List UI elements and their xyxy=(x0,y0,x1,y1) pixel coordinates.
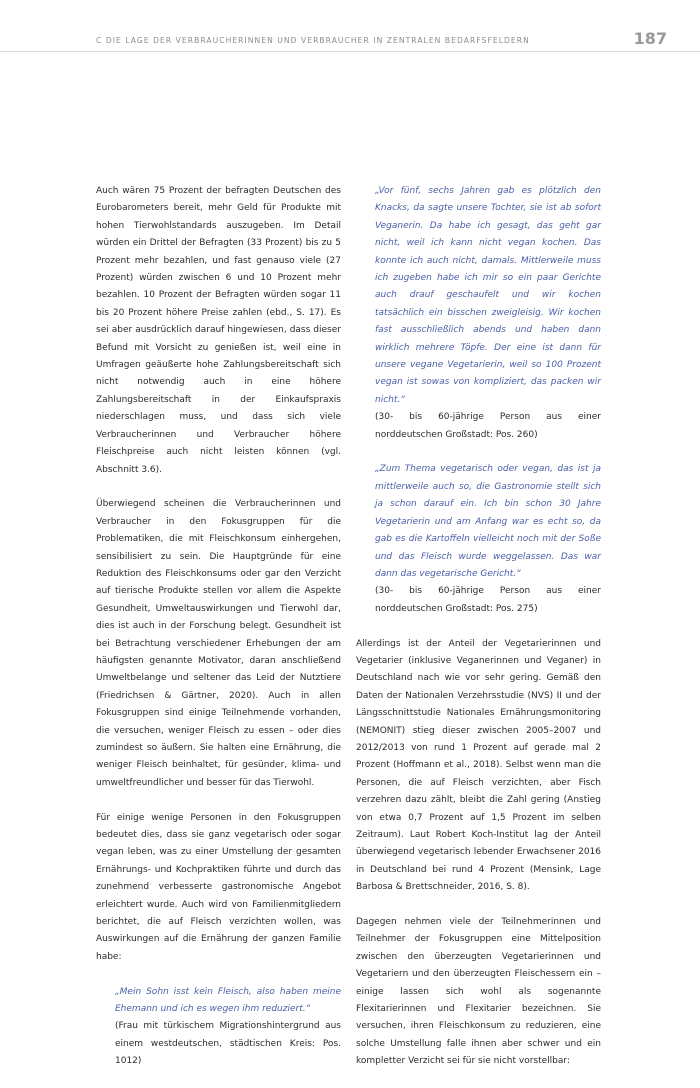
chapter-title: C DIE LAGE DER VERBRAUCHERINNEN UND VERBRAUCHER IN ZENTRALEN BEDARFSFELDERN xyxy=(96,36,530,45)
interview-quote xyxy=(115,984,341,1071)
page-number: 187 xyxy=(633,29,667,48)
left-column xyxy=(96,183,341,1088)
quote-text: „Vor fünf, sechs Jahren gab es plötzlich den Knacks, da sagte unsere Tochter, sie ist ab sofort Veganerin. Da habe ich gesagt, das geht gar nicht, weil ich kann nicht vegan kochen. Das konnte ich auch nicht, damals. Mittlerweile muss ich zugeben habe ich mir so ein paar Gerichte auch drauf geschaufelt und wir kochen tatsächlich ein bisschen zweigleisig. Wir kochen fast ausschließlich abends und haben dann wirklich mehrere Töpfe. Der eine ist dann für unsere vegane Vegetarierin, weil so 100 Prozent vegan ist sowas von kompliziert, das packen wir nicht.“ xyxy=(375,186,601,405)
body-paragraph: Dagegen nehmen viele der Teilnehmerinnen und Teilnehmer der Fokusgruppen eine Mittelposition zwischen den überzeugten Vegetarierinnen und Vegetariern und den überzeugten Fleischessern ein – einige lassen sich wohl als sogenannte Flexitarierinnen und Flexitarier bezeichnen. Sie versuchen, ihren Fleischkonsum zu reduzieren, eine solche Umstellung falle ihnen aber schwer und ein kompletter Verzicht sei für sie nicht vorstellbar: xyxy=(356,917,601,1067)
quote-source: (Frau mit türkischem Migrationshintergrund aus einem westdeutschen, städtischen Kreis: Pos. 1012) xyxy=(115,1021,341,1067)
interview-quote xyxy=(375,461,601,618)
body-paragraph: Auch wären 75 Prozent der befragten Deutschen des Eurobarometers bereit, mehr Geld für Produkte mit hohen Tierwohlstandards auszugeben. Im Detail würden ein Drittel der Befragten (33 Prozent) bis zu 5 Prozent mehr bezahlen, und fast genauso viele (27 Prozent) würden zwischen 6 und 10 Prozent mehr bezahlen. 10 Prozent der Befragten würden sogar 11 bis 20 Prozent höhere Preise zahlen (ebd., S. 17). Es sei aber ausdrücklich darauf hingewiesen, dass dieser Befund mit Vorsicht zu genießen ist, weil eine in Umfragen geäußerte hohe Zahlungsbereitschaft sich nicht notwendig auch in eine höhere Zahlungsbereitschaft in der Einkaufspraxis niederschlagen muss, und dass sich viele Verbraucherinnen und Verbraucher höhere Fleischpreise auch nicht leisten können (vgl. Abschnitt 3.6). xyxy=(96,186,341,475)
right-column xyxy=(356,183,601,1088)
header-rule xyxy=(0,51,700,52)
quote-text: „Mein Sohn isst kein Fleisch, also haben meine Ehemann und ich es wegen ihm reduziert.“ xyxy=(115,986,341,1015)
quote-source: (30- bis 60-jährige Person aus einer norddeutschen Großstadt: Pos. 260) xyxy=(375,412,601,440)
body-paragraph: Für einige wenige Personen in den Fokusgruppen bedeutet dies, dass sie ganz vegetarisch oder sogar vegan leben, was zu einer Umstellung der gesamten Ernährungs- und Kochpraktiken führte und durch das zunehmend verbesserte gastronomische Angebot erleichtert wurde. Auch wird von Familienmitgliedern berichtet, die auf Fleisch verzichten wollen, was Auswirkungen auf die Ernährung der ganzen Familie habe: xyxy=(96,812,341,962)
quote-source: (30- bis 60-jährige Person aus einer norddeutschen Großstadt: Pos. 275) xyxy=(375,586,601,614)
interview-quote xyxy=(375,183,601,444)
quote-text: „Zum Thema vegetarisch oder vegan, das ist ja mittlerweile auch so, die Gastronomie stellt sich ja schon darauf ein. Ich bin schon 30 Jahre Vegetarierin und am Anfang war es echt so, da gab es die Kartoffeln vielleicht noch mit der Soße und das Fleisch wurde weggelassen. Das war dann das vegetarische Gericht.“ xyxy=(375,464,601,579)
body-paragraph: Überwiegend scheinen die Verbraucherinnen und Verbraucher in den Fokusgruppen für die Problematiken, die mit Fleischkonsum einhergehen, sensibilisiert zu sein. Die Hauptgründe für eine Reduktion des Fleischkonsums oder gar den Verzicht auf tierische Produkte stellen vor allem die Aspekte Gesundheit, Umweltauswirkungen und Tierwohl dar, dies ist auch in der Forschung belegt. Gesundheit ist bei Betrachtung verschiedener Erhebungen der am häufigsten genannte Motivator, daran anschließend Umweltbelange und seltener das Leid der Nutztiere (Friedrichsen & Gärtner, 2020). Auch in allen Fokusgruppen sind einige Teilnehmende vorhanden, die versuchen, weniger Fleisch zu essen – oder dies zumindest so äußern. Sie halten eine Ernährung, die weniger Fleisch beinhaltet, für gesünder, klima- und umweltfreundlicher und besser für das Tierwohl. xyxy=(96,499,341,788)
body-paragraph: Allerdings ist der Anteil der Vegetarierinnen und Vegetarier (inklusive Veganerinnen und Veganer) in Deutschland nach wie vor sehr gering. Gemäß den Daten der Nationalen Verzehrsstudie (NVS) II und der Längsschnittstudie Nationales Ernährungsmonitoring (NEMONIT) stieg dieser zwischen 2005–2007 und 2012/2013 von rund 1 Prozent auf gerade mal 2 Prozent (Hoffmann et al., 2018). Selbst wenn man die Personen, die auf Fleisch verzichten, aber Fisch verzehren dazu zählt, bleibt die Zahl gering (Anstieg von etwa 0,7 Prozent auf 1,5 Prozent im selben Zeitraum). Laut Robert Koch-Institut lag der Anteil überwiegend vegetarisch lebender Erwachsener 2016 in Deutschland bei rund 4 Prozent (Mensink, Lage Barbosa & Brettschneider, 2016, S. 8). xyxy=(356,638,601,893)
